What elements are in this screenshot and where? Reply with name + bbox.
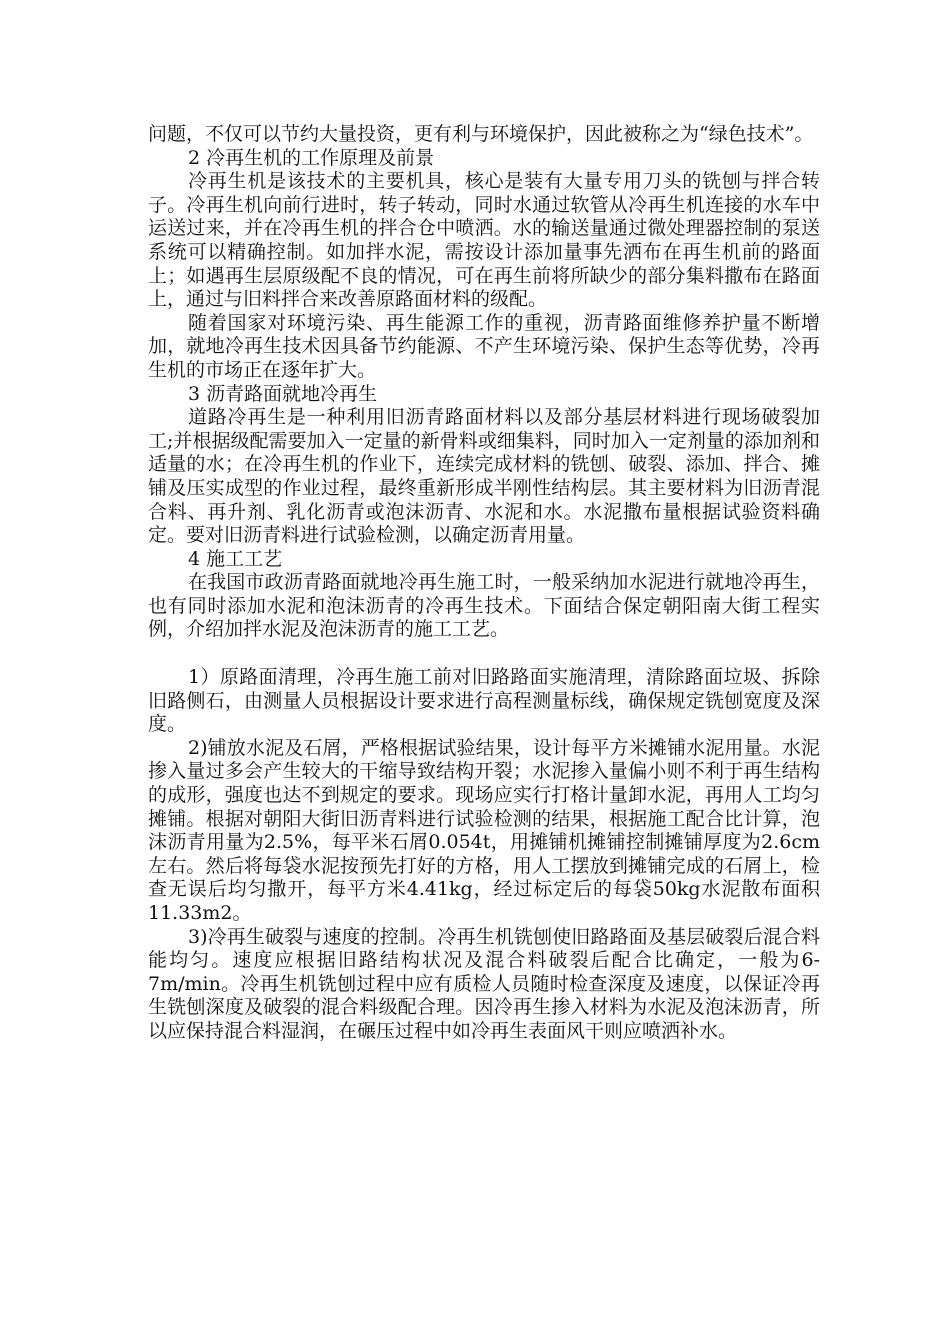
section-2-paragraph-2: 随着国家对环境污染、再生能源工作的重视，沥青路面维修养护量不断增加，就地冷再生技术因具备节约能源、不产生环境污染、保护生态等优势，冷再生机的市场正在逐年扩大。 (148, 311, 820, 381)
section-3-paragraph-1: 道路冷再生是一种利用旧沥青路面材料以及部分基层材料进行现场破裂加工;并根据级配需要加入一定量的新骨料或细集料，同时加入一定剂量的添加剂和适量的水；在冷再生机的作业下，连续完成材料的铣刨、破裂、添加、拌合、摊铺及压实成型的作业过程，最终重新形成半刚性结构层。其主要材料为旧沥青混合料、再升剂、乳化沥青或泡沫沥青、水泥和水。水泥撒布量根据试验资料确定。要对旧沥青料进行试验检测，以确定沥青用量。 (148, 406, 820, 547)
section-2-heading: 2 冷再生机的工作原理及前景 (188, 146, 435, 169)
step-3-paragraph: 3)冷再生破裂与速度的控制。冷再生机铣刨使旧路路面及基层破裂后混合料能均匀。速度应根据旧路结构状况及混合料破裂后配合比确定，一般为6-7m/min。冷再生机铣刨过程中应有质检人员随时检查深度及速度，以保证冷再生铣刨深度及破裂的混合料级配合理。因冷再生掺入材料为水泥及泡沫沥青，所以应保持混合料湿润，在碾压过程中如冷再生表面风干则应喷洒补水。 (148, 925, 820, 1042)
section-4-paragraph-1: 在我国市政沥青路面就地冷再生施工时，一般采纳加水泥进行就地冷再生，也有同时添加水泥和泡沫沥青的冷再生技术。下面结合保定朝阳南大街工程实例，介绍加拌水泥及泡沫沥青的施工工艺。 (148, 571, 820, 641)
step-1-paragraph: 1）原路面清理，冷再生施工前对旧路路面实施清理，清除路面垃圾、拆除旧路侧石，由测量人员根据设计要求进行高程测量标线，确保规定铣刨宽度及深度。 (148, 666, 820, 736)
section-3-heading: 3 沥青路面就地冷再生 (188, 382, 378, 405)
step-2-paragraph: 2)铺放水泥及石屑，严格根据试验结果，设计每平方米摊铺水泥用量。水泥掺入量过多会产生较大的干缩导致结构开裂；水泥掺入量偏小则不利于再生结构的成形，强度也达不到规定的要求。现场应实行打格计量卸水泥，再用人工均匀摊铺。根据对朝阳大街旧沥青料进行试验检测的结果，根据施工配合比计算，泡沫沥青用量为2.5%，每平米石屑0.054t，用摊铺机摊铺控制摊铺厚度为2.6cm左右。然后将每袋水泥按预先打好的方格，用人工摆放到摊铺完成的石屑上，检查无误后均匀撒开，每平方米4.41kg，经过标定后的每袋50kg水泥散布面积11.33m2。 (148, 736, 820, 924)
blank-line (148, 642, 820, 666)
intro-paragraph: 问题，不仅可以节约大量投资，更有利与环境保护，因此被称之为“绿色技术”。 (148, 123, 814, 145)
document-body (148, 123, 820, 1044)
section-2-paragraph-1: 冷再生机是该技术的主要机具，核心是装有大量专用刀头的铣刨与拌合转子。冷再生机向前行进时，转子转动，同时水通过软管从冷再生机连接的水车中运送过来，并在冷再生机的拌合仓中喷洒。水的输送量通过微处理器控制的泵送系统可以精确控制。如加拌水泥，需按设计添加量事先洒布在再生机前的路面上；如遇再生层原级配不良的情况，可在再生前将所缺少的部分集料撒布在路面上，通过与旧料拌合来改善原路面材料的级配。 (148, 170, 820, 311)
section-4-heading: 4 施工工艺 (188, 547, 283, 570)
